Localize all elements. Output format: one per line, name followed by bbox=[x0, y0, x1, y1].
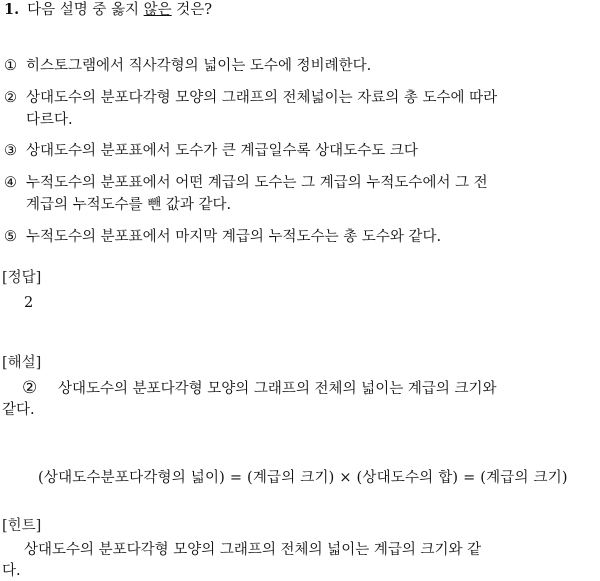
question-text-before: 다음 설명 중 옳지 bbox=[27, 2, 144, 18]
option-text: 상대도수의 분포표에서 도수가 큰 계급일수록 상대도수도 크다 bbox=[26, 143, 418, 159]
question-number: 1. bbox=[4, 1, 20, 18]
option-1 bbox=[4, 56, 371, 76]
hint-line-1: 상대도수의 분포다각형 모양의 그래프의 전체의 넓이는 계급의 크기와 같 bbox=[24, 542, 482, 558]
option-text: 계급의 누적도수를 뺀 값과 같다. bbox=[26, 197, 232, 213]
explanation-line-1 bbox=[22, 378, 496, 399]
hint-line-2: 다. bbox=[2, 563, 21, 579]
option-text: 누적도수의 분포표에서 어떤 계급의 도수는 그 계급의 누적도수에서 그 전 bbox=[26, 175, 488, 191]
answer-label: [정답] bbox=[2, 270, 42, 286]
question-line bbox=[4, 0, 212, 20]
option-text: 누적도수의 분포표에서 마지막 계급의 누적도수는 총 도수와 같다. bbox=[26, 229, 442, 245]
question-text-underlined: 않은 bbox=[143, 2, 172, 18]
explanation-line-2: 같다. bbox=[2, 402, 35, 418]
answer-value: 2 bbox=[24, 295, 34, 311]
option-marker: ③ bbox=[4, 143, 17, 159]
question-text-after: 것은? bbox=[171, 2, 213, 18]
option-marker: ② bbox=[4, 90, 17, 106]
explanation-marker: ② bbox=[22, 378, 38, 398]
option-marker: ④ bbox=[4, 175, 17, 191]
hint-label: [힌트] bbox=[2, 518, 42, 534]
explanation-text: 상대도수의 분포다각형 모양의 그래프의 전체의 넓이는 계급의 크기와 bbox=[58, 381, 497, 397]
option-4-continuation bbox=[26, 195, 231, 215]
option-2-continuation bbox=[26, 110, 73, 130]
explanation-formula: (상대도수분포다각형의 넓이) = (계급의 크기) × (상대도수의 합) = (계급의 크기) bbox=[38, 470, 568, 486]
option-5 bbox=[4, 227, 441, 247]
explanation-label: [해설] bbox=[2, 355, 42, 371]
option-marker: ① bbox=[4, 58, 17, 74]
option-3 bbox=[4, 141, 418, 161]
option-marker: ⑤ bbox=[4, 229, 17, 245]
option-text: 히스토그램에서 직사각형의 넓이는 도수에 정비례한다. bbox=[26, 58, 372, 74]
option-4 bbox=[4, 173, 488, 193]
option-text: 다르다. bbox=[26, 112, 73, 128]
option-text: 상대도수의 분포다각형 모양의 그래프의 전체넓이는 자료의 총 도수에 따라 bbox=[26, 90, 498, 106]
option-2 bbox=[4, 88, 497, 108]
